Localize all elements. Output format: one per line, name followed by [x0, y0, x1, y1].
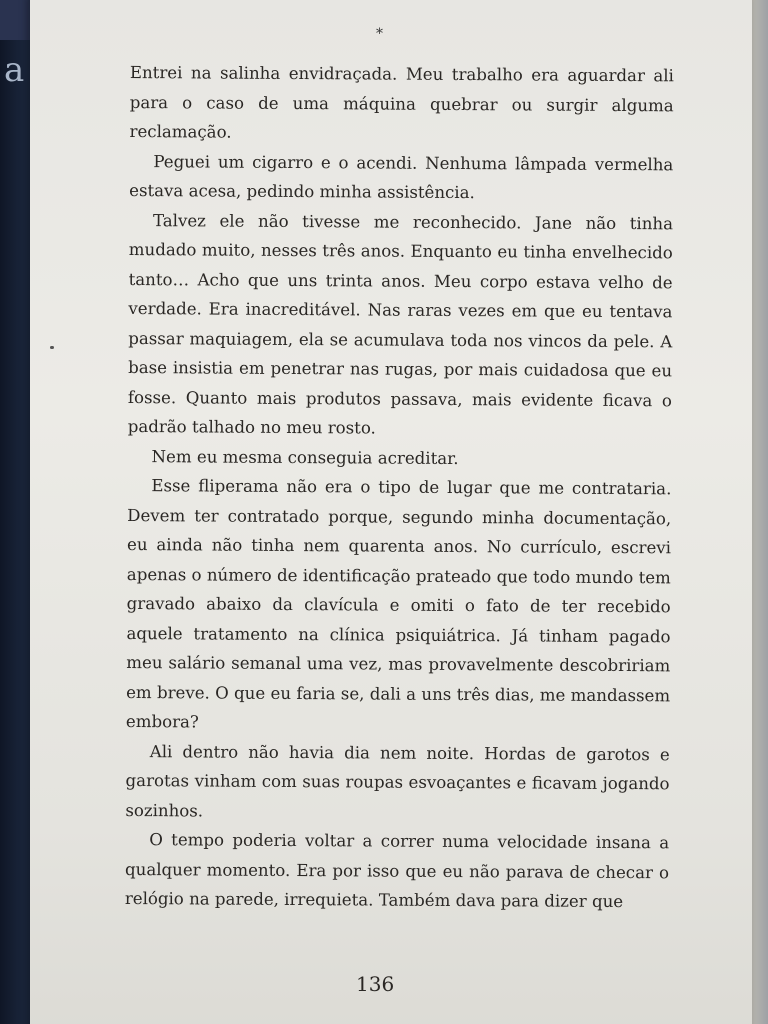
page-number: 136: [356, 972, 395, 996]
paragraph: Esse fliperama não era o tipo de lugar que me contrataria. Devem ter contratado porque, segundo minha documentação, eu ainda não tinha nem quarenta anos. No currículo, escrevi apenas o número de identificação prateado que todo mundo tem gravado abaixo da clavícula e omiti o fato de ter recebido aquele tratamento na clínica psiquiátrica. Já tinham pagado meu salário semanal uma vez, mas provavelmente descobririam em breve. O que eu faria se, dali a uns três dias, me mandassem embora?: [125, 476, 672, 732]
section-ornament: *: [376, 26, 383, 42]
paragraph: Peguei um cigarro e o acendi. Nenhuma lâmpada vermelha estava acesa, pedindo minha assistência.: [129, 151, 674, 203]
cover-letter: a: [4, 50, 25, 90]
paragraph: Nem eu mesma conseguia acreditar.: [151, 446, 459, 468]
paragraph: Talvez ele não tivesse me reconhecido. Jane não tinha mudado muito, nesses três anos. Enquanto eu tinha envelhecido tanto… Acho que uns trinta anos. Meu corpo estava velho de verdade. Era inacreditável. Nas raras vezes em que eu tentava passar maquiagem, ela se acumulava toda nos vincos da pele. A base insistia em penetrar nas rugas, por mais cuidadosa que eu fosse. Quanto mais produtos passava, mais evidente ficava o padrão talhado no meu rosto.: [127, 210, 674, 438]
body-text: [125, 58, 674, 917]
paragraph: O tempo poderia voltar a correr numa velocidade insana a qualquer momento. Era por isso que eu não parava de checar o relógio na parede, irrequieta. Também dava para dizer que: [124, 830, 670, 912]
paragraph: Ali dentro não havia dia nem noite. Hordas de garotos e garotas vinham com suas roupas esvoaçantes e ficavam jogando sozinhos.: [125, 741, 670, 820]
paragraph: Entrei na salinha envidraçada. Meu trabalho era aguardar ali para o caso de uma máquina quebrar ou surgir alguma reclamação.: [129, 62, 674, 142]
book-page: [30, 0, 752, 1024]
page-fleck: [50, 346, 54, 349]
cover-band: [0, 0, 32, 40]
